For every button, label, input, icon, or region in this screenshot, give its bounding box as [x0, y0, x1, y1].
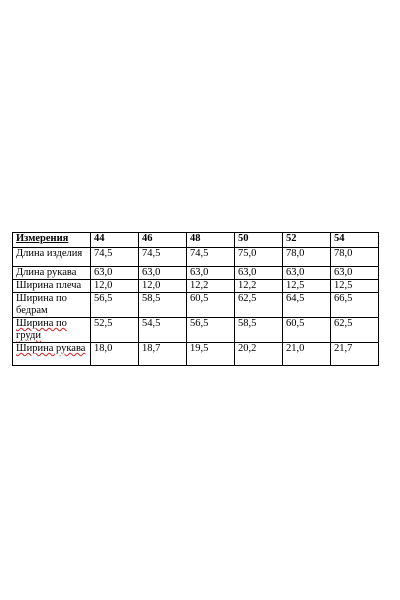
cell-value: 63,0: [235, 267, 283, 280]
cell-value: 63,0: [139, 267, 187, 280]
cell-value: 74,5: [139, 248, 187, 267]
row-label: Ширина плеча: [13, 280, 91, 293]
table-row: [13, 280, 379, 293]
cell-value: 62,5: [331, 318, 379, 343]
cell-value: 21,7: [331, 343, 379, 366]
table-row: [13, 293, 379, 318]
cell-value: 74,5: [187, 248, 235, 267]
header-size-44: 44: [91, 233, 139, 248]
table-row: [13, 343, 379, 366]
cell-value: 63,0: [283, 267, 331, 280]
cell-value: 12,0: [139, 280, 187, 293]
header-size-48: 48: [187, 233, 235, 248]
cell-value: 58,5: [235, 318, 283, 343]
cell-value: 63,0: [331, 267, 379, 280]
cell-value: 21,0: [283, 343, 331, 366]
cell-value: 54,5: [139, 318, 187, 343]
header-size-46: 46: [139, 233, 187, 248]
cell-value: 60,5: [187, 293, 235, 318]
cell-value: 58,5: [139, 293, 187, 318]
header-size-54: 54: [331, 233, 379, 248]
cell-value: 78,0: [331, 248, 379, 267]
cell-value: 12,2: [187, 280, 235, 293]
cell-value: 12,2: [235, 280, 283, 293]
cell-value: 56,5: [187, 318, 235, 343]
header-measurements: Измерения: [13, 233, 91, 248]
cell-value: 56,5: [91, 293, 139, 318]
row-label: Длина рукава: [13, 267, 91, 280]
row-label-text: Ширина рукава: [16, 343, 86, 354]
cell-value: 12,5: [331, 280, 379, 293]
cell-value: 20,2: [235, 343, 283, 366]
row-label: [13, 318, 91, 343]
cell-value: 66,5: [331, 293, 379, 318]
cell-value: 75,0: [235, 248, 283, 267]
cell-value: 52,5: [91, 318, 139, 343]
table-row: [13, 318, 379, 343]
header-size-50: 50: [235, 233, 283, 248]
cell-value: 63,0: [91, 267, 139, 280]
cell-value: 78,0: [283, 248, 331, 267]
cell-value: 63,0: [187, 267, 235, 280]
row-label: Длина изделия: [13, 248, 91, 267]
cell-value: 18,7: [139, 343, 187, 366]
table-row: [13, 248, 379, 267]
cell-value: 12,0: [91, 280, 139, 293]
table-row: [13, 267, 379, 280]
row-label: Ширина по бедрам: [13, 293, 91, 318]
cell-value: 62,5: [235, 293, 283, 318]
size-table: [12, 232, 379, 366]
row-label-text: Ширина по груди: [16, 318, 67, 341]
cell-value: 19,5: [187, 343, 235, 366]
cell-value: 64,5: [283, 293, 331, 318]
cell-value: 74,5: [91, 248, 139, 267]
cell-value: 18,0: [91, 343, 139, 366]
cell-value: 60,5: [283, 318, 331, 343]
table-header-row: [13, 233, 379, 248]
header-size-52: 52: [283, 233, 331, 248]
row-label: [13, 343, 91, 366]
cell-value: 12,5: [283, 280, 331, 293]
